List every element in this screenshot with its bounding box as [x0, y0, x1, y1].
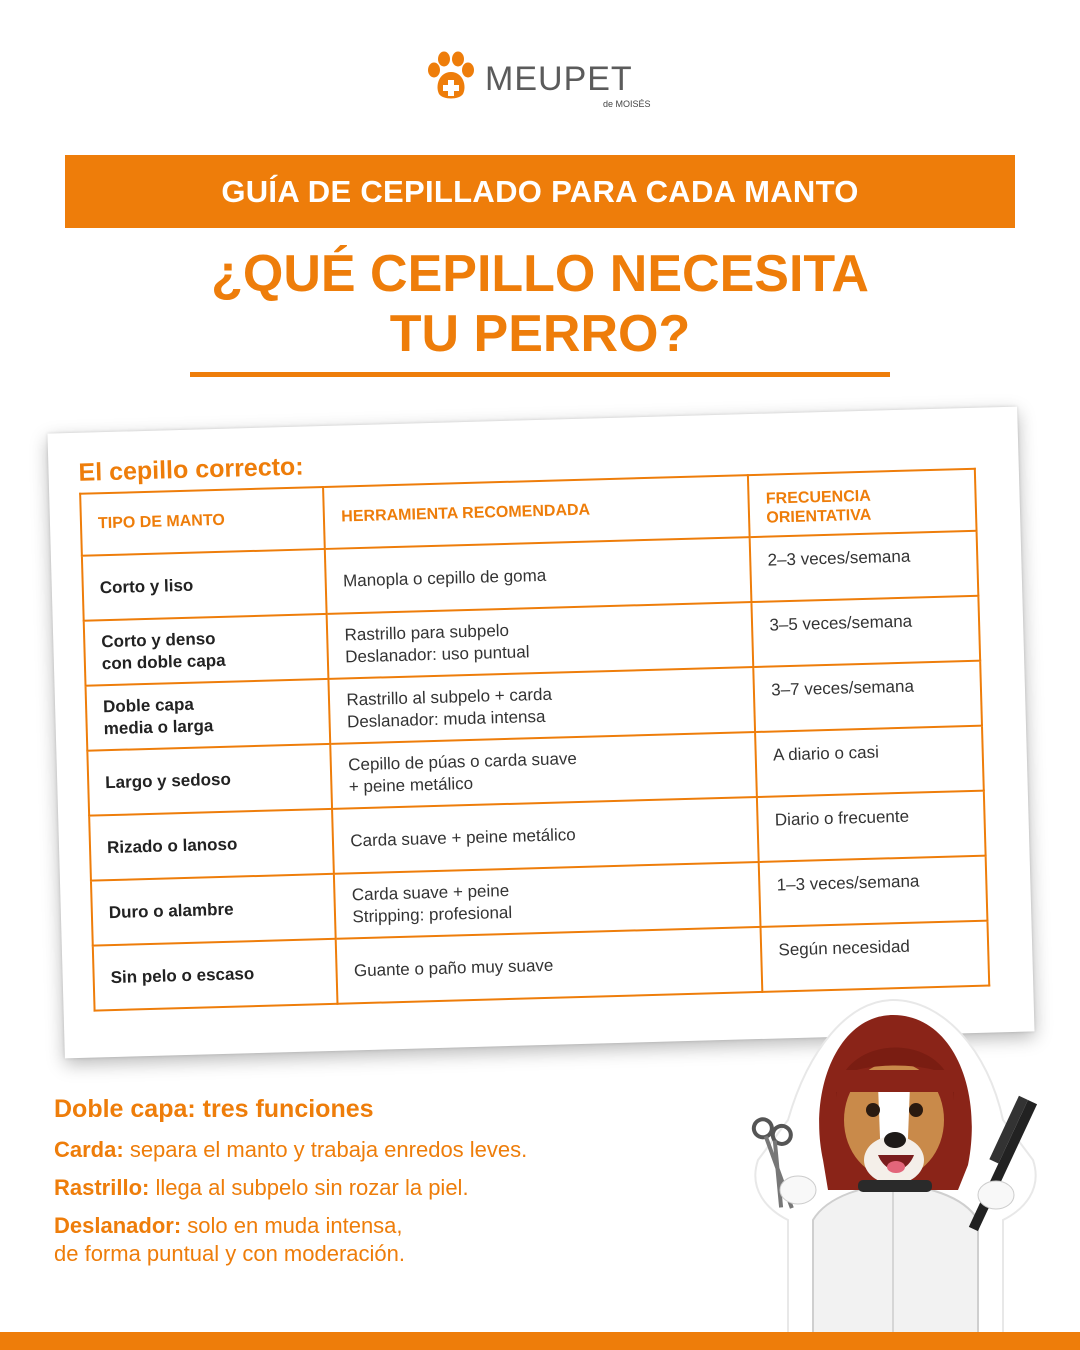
- cell-line: Stripping: profesional: [352, 902, 513, 926]
- cell-herramienta: [332, 797, 759, 874]
- cell-line: Doble capa: [102, 694, 195, 716]
- cell-line: Rizado o lanoso: [106, 834, 238, 857]
- cell-line: Deslanador: muda intensa: [346, 706, 546, 731]
- bottom-bar: [0, 1332, 1080, 1350]
- cell-line: Corto y liso: [99, 575, 194, 597]
- cell-line: Carda suave + peine: [351, 880, 510, 904]
- cell-line: Sin pelo o escaso: [110, 963, 255, 987]
- cell-frecuencia: 1–3 veces/semana: [759, 856, 987, 927]
- card-title: El cepillo correcto:: [78, 452, 304, 487]
- cell-herramienta: [325, 537, 752, 614]
- cell-manto: [86, 679, 331, 751]
- cell-herramienta: [329, 667, 756, 744]
- note-carda: [54, 1136, 674, 1164]
- cell-manto: [84, 614, 329, 686]
- brand-meu: MEU: [485, 60, 564, 98]
- notes-title: Doble capa: tres funciones: [54, 1095, 374, 1123]
- brand-name: [485, 60, 633, 99]
- headline-line2: TU PERRO?: [389, 305, 691, 363]
- cell-frecuencia: A diario o casi: [755, 726, 983, 797]
- cell-frecuencia: 3–5 veces/semana: [752, 596, 980, 667]
- cell-line: Carda suave + peine metálico: [350, 824, 576, 850]
- cell-line: media o larga: [103, 715, 214, 738]
- note-term: Rastrillo:: [54, 1175, 150, 1200]
- brush-table: [79, 468, 990, 1012]
- note-deslanador: [54, 1212, 674, 1268]
- cell-line: Rastrillo al subpelo + carda: [346, 684, 553, 709]
- headline: [140, 244, 940, 364]
- cell-line: Cepillo de púas o carda suave: [347, 748, 578, 774]
- cell-line: Deslanador: uso puntual: [344, 641, 530, 666]
- cell-line: con doble capa: [101, 650, 226, 673]
- cell-herramienta: [327, 602, 754, 679]
- note-text-2: de forma puntual y con moderación.: [54, 1241, 405, 1266]
- header-freq-line2: ORIENTATIVA: [766, 506, 872, 527]
- cell-frecuencia: 2–3 veces/semana: [750, 531, 978, 602]
- cell-manto: [89, 809, 334, 881]
- brand-logo: [425, 50, 665, 112]
- brush-card: [47, 407, 1034, 1059]
- cell-frecuencia: 3–7 veces/semana: [754, 661, 982, 732]
- title-banner: [65, 155, 1015, 228]
- note-term: Carda:: [54, 1137, 124, 1162]
- note-term: Deslanador:: [54, 1213, 182, 1238]
- cell-frecuencia: Según necesidad: [761, 921, 989, 992]
- cell-line: Rastrillo para subpelo: [344, 620, 510, 644]
- note-text: solo en muda intensa,: [187, 1213, 403, 1238]
- cell-manto: [91, 874, 336, 946]
- header-freq-line1: FRECUENCIA: [765, 487, 871, 508]
- banner-text: GUÍA DE CEPILLADO PARA CADA MANTO: [221, 173, 859, 209]
- cell-frecuencia: Diario o frecuente: [757, 791, 985, 862]
- note-rastrillo: [54, 1174, 674, 1202]
- headline-line1: ¿QUÉ CEPILLO NECESITA: [211, 245, 869, 303]
- header-tipo: TIPO DE MANTO: [80, 487, 325, 556]
- brand-pet: PET: [563, 60, 633, 98]
- cell-manto: [87, 744, 332, 816]
- notes-section: [54, 1095, 674, 1278]
- cell-line: Corto y denso: [101, 628, 216, 651]
- cell-manto: [93, 939, 338, 1011]
- note-text: separa el manto y trabaja enredos leves.: [129, 1137, 528, 1162]
- cell-line: Manopla o cepillo de goma: [342, 565, 547, 590]
- header-herramienta: HERRAMIENTA RECOMENDADA: [323, 475, 749, 549]
- paw-cross-icon: [425, 50, 477, 102]
- cell-herramienta: [331, 732, 758, 809]
- cell-line: Duro o alambre: [108, 899, 234, 922]
- cell-line: Guante o paño muy suave: [353, 955, 554, 980]
- cell-herramienta: [334, 862, 761, 939]
- cell-line: Largo y sedoso: [104, 769, 232, 792]
- note-text: llega al subpelo sin rozar la piel.: [155, 1175, 469, 1200]
- brand-sub: de MOISÉS: [603, 99, 651, 109]
- cell-manto: [82, 549, 327, 621]
- cell-herramienta: [336, 927, 763, 1004]
- header-frecuencia: [748, 469, 976, 537]
- cell-line: + peine metálico: [348, 773, 474, 796]
- headline-underline: [190, 372, 890, 377]
- groomer-dog-icon: [728, 990, 1058, 1340]
